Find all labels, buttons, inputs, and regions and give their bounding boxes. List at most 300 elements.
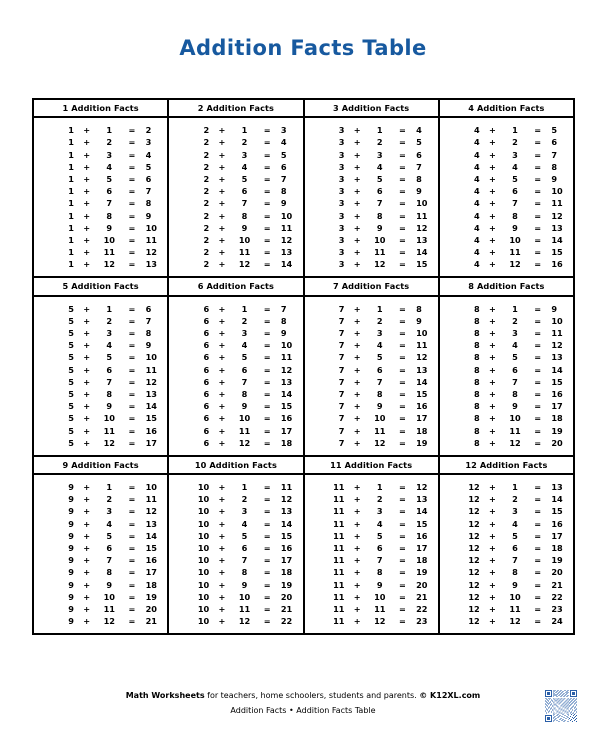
sum-value: 10 [145, 352, 157, 363]
fact-row [34, 493, 167, 505]
fact-row [169, 542, 302, 554]
addend-second: 8 [512, 210, 518, 221]
addend-second: 7 [106, 376, 113, 387]
sum-value: 16 [551, 388, 563, 399]
fact-row [305, 303, 438, 315]
addend-first: 10 [197, 579, 210, 590]
addend-first: 6 [203, 388, 210, 399]
sum-value: 22 [551, 591, 563, 602]
equals-operator: = [128, 247, 136, 258]
equals-operator: = [128, 518, 136, 529]
plus-operator: + [218, 616, 226, 627]
addend-first: 2 [203, 222, 210, 233]
equals-operator: = [263, 494, 271, 505]
sum-value: 13 [145, 388, 157, 399]
sum-value: 17 [416, 413, 428, 424]
sum-value: 24 [551, 616, 563, 627]
equals-operator: = [534, 506, 542, 517]
addend-first: 11 [333, 579, 345, 590]
fact-row [440, 530, 573, 542]
plus-operator: + [353, 315, 361, 326]
plus-operator: + [83, 340, 91, 351]
sum-value: 9 [416, 186, 422, 197]
fact-row [305, 124, 438, 136]
sum-value: 5 [416, 137, 422, 148]
plus-operator: + [488, 259, 496, 270]
equals-operator: = [534, 125, 542, 136]
sum-value: 23 [551, 603, 563, 614]
fact-row [440, 518, 573, 530]
fact-table-block [32, 278, 575, 456]
fact-row [440, 400, 573, 412]
fact-row [305, 425, 438, 437]
fact-row [169, 315, 302, 327]
fact-row [169, 210, 302, 222]
addend-second: 5 [376, 530, 383, 541]
fact-row [305, 518, 438, 530]
fact-row [440, 554, 573, 566]
addend-second: 12 [374, 437, 386, 448]
fact-row [440, 351, 573, 363]
equals-operator: = [263, 315, 271, 326]
addend-second: 4 [512, 161, 518, 172]
plus-operator: + [488, 543, 496, 554]
sum-value: 13 [280, 247, 293, 258]
footer-brand: Math Worksheets [125, 691, 205, 700]
fact-row [34, 518, 167, 530]
sum-value: 3 [145, 137, 152, 148]
addend-second: 4 [106, 518, 113, 529]
addend-first: 6 [203, 364, 210, 375]
addend-first: 4 [474, 247, 480, 258]
addend-first: 5 [68, 376, 74, 387]
addend-first: 5 [68, 425, 74, 436]
plus-operator: + [83, 247, 91, 258]
addend-first: 8 [474, 413, 480, 424]
addend-first: 10 [197, 591, 210, 602]
plus-operator: + [353, 616, 361, 627]
fact-table-header: 12 Addition Facts [440, 457, 573, 475]
addend-second: 3 [106, 149, 113, 160]
sum-value: 12 [145, 247, 157, 258]
fact-row [169, 412, 302, 424]
equals-operator: = [263, 222, 271, 233]
fact-row [169, 481, 302, 493]
addend-second: 12 [103, 616, 115, 627]
plus-operator: + [488, 210, 496, 221]
equals-operator: = [128, 413, 136, 424]
addend-second: 4 [241, 340, 248, 351]
sum-value: 9 [280, 198, 287, 209]
fact-table-12 [440, 457, 573, 633]
sum-value: 11 [551, 198, 563, 209]
addend-first: 4 [474, 222, 480, 233]
addend-second: 1 [106, 125, 113, 136]
plus-operator: + [353, 340, 361, 351]
equals-operator: = [398, 494, 406, 505]
sum-value: 19 [416, 567, 428, 578]
plus-operator: + [83, 437, 91, 448]
equals-operator: = [534, 603, 542, 614]
fact-row [34, 388, 167, 400]
equals-operator: = [398, 234, 406, 245]
addend-first: 4 [474, 173, 480, 184]
addend-second: 6 [106, 543, 113, 554]
sum-value: 14 [145, 401, 157, 412]
plus-operator: + [353, 247, 361, 258]
equals-operator: = [398, 210, 406, 221]
equals-operator: = [128, 494, 136, 505]
plus-operator: + [218, 567, 226, 578]
plus-operator: + [83, 591, 91, 602]
fact-row [440, 149, 573, 161]
fact-rows [440, 118, 573, 276]
addend-second: 1 [376, 303, 383, 314]
fact-row [34, 173, 167, 185]
addend-second: 1 [512, 303, 518, 314]
plus-operator: + [353, 518, 361, 529]
equals-operator: = [398, 340, 406, 351]
fact-row [34, 197, 167, 209]
addend-first: 7 [338, 328, 345, 339]
addend-first: 10 [197, 530, 210, 541]
addend-first: 10 [197, 518, 210, 529]
fact-row [34, 579, 167, 591]
sum-value: 11 [145, 494, 157, 505]
sum-value: 12 [551, 210, 563, 221]
addend-first: 6 [203, 425, 210, 436]
fact-row [169, 566, 302, 578]
addend-second: 5 [241, 530, 248, 541]
sum-value: 13 [551, 222, 563, 233]
sum-value: 4 [145, 149, 152, 160]
addend-second: 9 [376, 401, 383, 412]
addend-first: 11 [333, 543, 345, 554]
sum-value: 12 [416, 482, 428, 493]
addend-second: 10 [238, 591, 251, 602]
plus-operator: + [218, 222, 226, 233]
sum-value: 17 [551, 401, 563, 412]
addend-first: 3 [338, 259, 345, 270]
plus-operator: + [83, 173, 91, 184]
addend-second: 2 [241, 494, 248, 505]
sum-value: 18 [416, 555, 428, 566]
addend-first: 1 [68, 173, 74, 184]
addend-second: 1 [376, 482, 383, 493]
sum-value: 16 [551, 259, 563, 270]
sum-value: 18 [145, 579, 157, 590]
addend-second: 8 [512, 388, 518, 399]
addend-first: 8 [474, 401, 480, 412]
fact-row [305, 197, 438, 209]
sum-value: 11 [280, 222, 293, 233]
addend-first: 9 [68, 555, 74, 566]
addend-first: 5 [68, 388, 74, 399]
sum-value: 4 [280, 137, 287, 148]
plus-operator: + [353, 543, 361, 554]
plus-operator: + [218, 247, 226, 258]
equals-operator: = [398, 543, 406, 554]
plus-operator: + [218, 303, 226, 314]
fact-rows [34, 475, 167, 633]
sum-value: 9 [551, 173, 558, 184]
sum-value: 15 [280, 530, 293, 541]
equals-operator: = [398, 603, 406, 614]
sum-value: 16 [280, 543, 293, 554]
sum-value: 11 [416, 340, 428, 351]
sum-value: 18 [551, 543, 563, 554]
plus-operator: + [83, 186, 91, 197]
plus-operator: + [218, 137, 226, 148]
addend-second: 7 [512, 376, 518, 387]
equals-operator: = [534, 198, 542, 209]
addend-second: 7 [241, 198, 248, 209]
addend-first: 8 [474, 425, 480, 436]
plus-operator: + [353, 186, 361, 197]
equals-operator: = [398, 247, 406, 258]
addend-second: 6 [512, 186, 518, 197]
fact-table-block [32, 98, 575, 278]
equals-operator: = [398, 506, 406, 517]
addend-first: 8 [474, 315, 480, 326]
addend-second: 2 [512, 315, 518, 326]
sum-value: 17 [280, 555, 293, 566]
equals-operator: = [398, 137, 406, 148]
addend-second: 6 [241, 186, 248, 197]
sum-value: 14 [280, 259, 293, 270]
addend-first: 1 [68, 234, 74, 245]
addend-first: 6 [203, 376, 210, 387]
equals-operator: = [534, 543, 542, 554]
equals-operator: = [534, 340, 542, 351]
equals-operator: = [263, 413, 271, 424]
addend-second: 10 [238, 413, 251, 424]
addend-second: 11 [509, 603, 521, 614]
plus-operator: + [83, 210, 91, 221]
equals-operator: = [128, 579, 136, 590]
addend-second: 11 [103, 425, 115, 436]
plus-operator: + [488, 303, 496, 314]
fact-row [169, 518, 302, 530]
equals-operator: = [128, 530, 136, 541]
equals-operator: = [263, 198, 271, 209]
fact-table-header: 8 Addition Facts [440, 278, 573, 296]
addend-first: 3 [338, 173, 345, 184]
addend-second: 11 [374, 247, 386, 258]
addend-second: 4 [376, 161, 383, 172]
equals-operator: = [534, 234, 542, 245]
equals-operator: = [263, 161, 271, 172]
equals-operator: = [128, 376, 136, 387]
fact-table-2 [169, 100, 304, 276]
fact-row [305, 505, 438, 517]
addend-first: 11 [333, 494, 345, 505]
fact-row [305, 400, 438, 412]
sum-value: 10 [145, 222, 157, 233]
sum-value: 12 [280, 364, 293, 375]
fact-row [440, 493, 573, 505]
addend-first: 10 [197, 543, 210, 554]
sum-value: 9 [416, 315, 422, 326]
equals-operator: = [128, 315, 136, 326]
equals-operator: = [398, 161, 406, 172]
plus-operator: + [353, 567, 361, 578]
plus-operator: + [488, 315, 496, 326]
addend-first: 2 [203, 125, 210, 136]
addend-second: 6 [241, 364, 248, 375]
plus-operator: + [353, 413, 361, 424]
sum-value: 20 [551, 567, 563, 578]
fact-row [440, 591, 573, 603]
equals-operator: = [128, 340, 136, 351]
addend-second: 7 [241, 376, 248, 387]
equals-operator: = [534, 388, 542, 399]
sum-value: 7 [551, 149, 558, 160]
addend-second: 1 [376, 125, 383, 136]
equals-operator: = [534, 303, 542, 314]
equals-operator: = [263, 603, 271, 614]
addend-first: 1 [68, 186, 74, 197]
fact-row [440, 615, 573, 627]
plus-operator: + [218, 315, 226, 326]
equals-operator: = [534, 364, 542, 375]
plus-operator: + [218, 161, 226, 172]
plus-operator: + [488, 425, 496, 436]
plus-operator: + [353, 352, 361, 363]
fact-row [34, 210, 167, 222]
equals-operator: = [128, 425, 136, 436]
addend-second: 7 [512, 198, 518, 209]
equals-operator: = [398, 364, 406, 375]
equals-operator: = [534, 482, 542, 493]
addend-first: 12 [468, 506, 480, 517]
sum-value: 13 [416, 494, 428, 505]
addend-first: 5 [68, 303, 74, 314]
addend-second: 2 [106, 315, 113, 326]
addend-second: 6 [512, 543, 518, 554]
addend-second: 10 [374, 591, 386, 602]
addend-second: 3 [512, 328, 518, 339]
fact-row [34, 412, 167, 424]
plus-operator: + [353, 437, 361, 448]
plus-operator: + [353, 234, 361, 245]
sum-value: 13 [280, 506, 293, 517]
sum-value: 15 [551, 506, 563, 517]
fact-row [305, 412, 438, 424]
equals-operator: = [398, 591, 406, 602]
sum-value: 15 [416, 518, 428, 529]
equals-operator: = [128, 401, 136, 412]
addend-second: 4 [376, 518, 383, 529]
addend-second: 10 [374, 413, 386, 424]
equals-operator: = [534, 149, 542, 160]
equals-operator: = [398, 328, 406, 339]
sum-value: 12 [416, 352, 428, 363]
equals-operator: = [128, 259, 136, 270]
fact-row [440, 246, 573, 258]
plus-operator: + [218, 591, 226, 602]
fact-table-header: 11 Addition Facts [305, 457, 438, 475]
addend-first: 2 [203, 161, 210, 172]
plus-operator: + [488, 364, 496, 375]
sum-value: 21 [280, 603, 293, 614]
fact-row [34, 315, 167, 327]
plus-operator: + [488, 352, 496, 363]
plus-operator: + [353, 303, 361, 314]
addend-first: 5 [68, 315, 74, 326]
addend-second: 7 [106, 555, 113, 566]
addend-second: 3 [376, 149, 383, 160]
sum-value: 10 [280, 210, 293, 221]
addend-second: 11 [103, 603, 115, 614]
plus-operator: + [353, 210, 361, 221]
addend-second: 1 [241, 482, 248, 493]
fact-row [169, 530, 302, 542]
addend-second: 8 [376, 388, 383, 399]
equals-operator: = [398, 616, 406, 627]
plus-operator: + [83, 603, 91, 614]
plus-operator: + [83, 567, 91, 578]
fact-row [305, 173, 438, 185]
plus-operator: + [218, 352, 226, 363]
equals-operator: = [534, 616, 542, 627]
fact-rows [34, 297, 167, 455]
qr-code-icon[interactable] [545, 690, 577, 722]
addend-first: 7 [338, 413, 345, 424]
sum-value: 14 [551, 234, 563, 245]
sum-value: 4 [416, 125, 422, 136]
sum-value: 6 [145, 173, 152, 184]
sum-value: 10 [416, 328, 428, 339]
equals-operator: = [263, 482, 271, 493]
addend-second: 4 [106, 340, 113, 351]
addend-first: 11 [333, 506, 345, 517]
addend-second: 6 [241, 543, 248, 554]
equals-operator: = [128, 591, 136, 602]
addend-second: 3 [376, 506, 383, 517]
equals-operator: = [534, 518, 542, 529]
fact-row [440, 364, 573, 376]
addend-first: 5 [68, 364, 74, 375]
addend-second: 10 [509, 591, 521, 602]
fact-row [34, 258, 167, 270]
addend-first: 6 [203, 303, 210, 314]
equals-operator: = [128, 437, 136, 448]
equals-operator: = [398, 303, 406, 314]
addend-first: 6 [203, 413, 210, 424]
sum-value: 15 [551, 376, 563, 387]
addend-second: 6 [106, 186, 113, 197]
sum-value: 14 [551, 494, 563, 505]
plus-operator: + [488, 482, 496, 493]
equals-operator: = [128, 543, 136, 554]
plus-operator: + [218, 603, 226, 614]
plus-operator: + [353, 173, 361, 184]
plus-operator: + [353, 579, 361, 590]
equals-operator: = [534, 591, 542, 602]
fact-table-header: 7 Addition Facts [305, 278, 438, 296]
fact-row [169, 234, 302, 246]
fact-row [440, 173, 573, 185]
addend-second: 11 [103, 247, 115, 258]
sum-value: 12 [145, 506, 157, 517]
fact-row [440, 437, 573, 449]
addend-first: 1 [68, 137, 74, 148]
sum-value: 20 [416, 579, 428, 590]
addend-first: 10 [197, 567, 210, 578]
sum-value: 18 [280, 437, 293, 448]
addend-first: 7 [338, 340, 345, 351]
